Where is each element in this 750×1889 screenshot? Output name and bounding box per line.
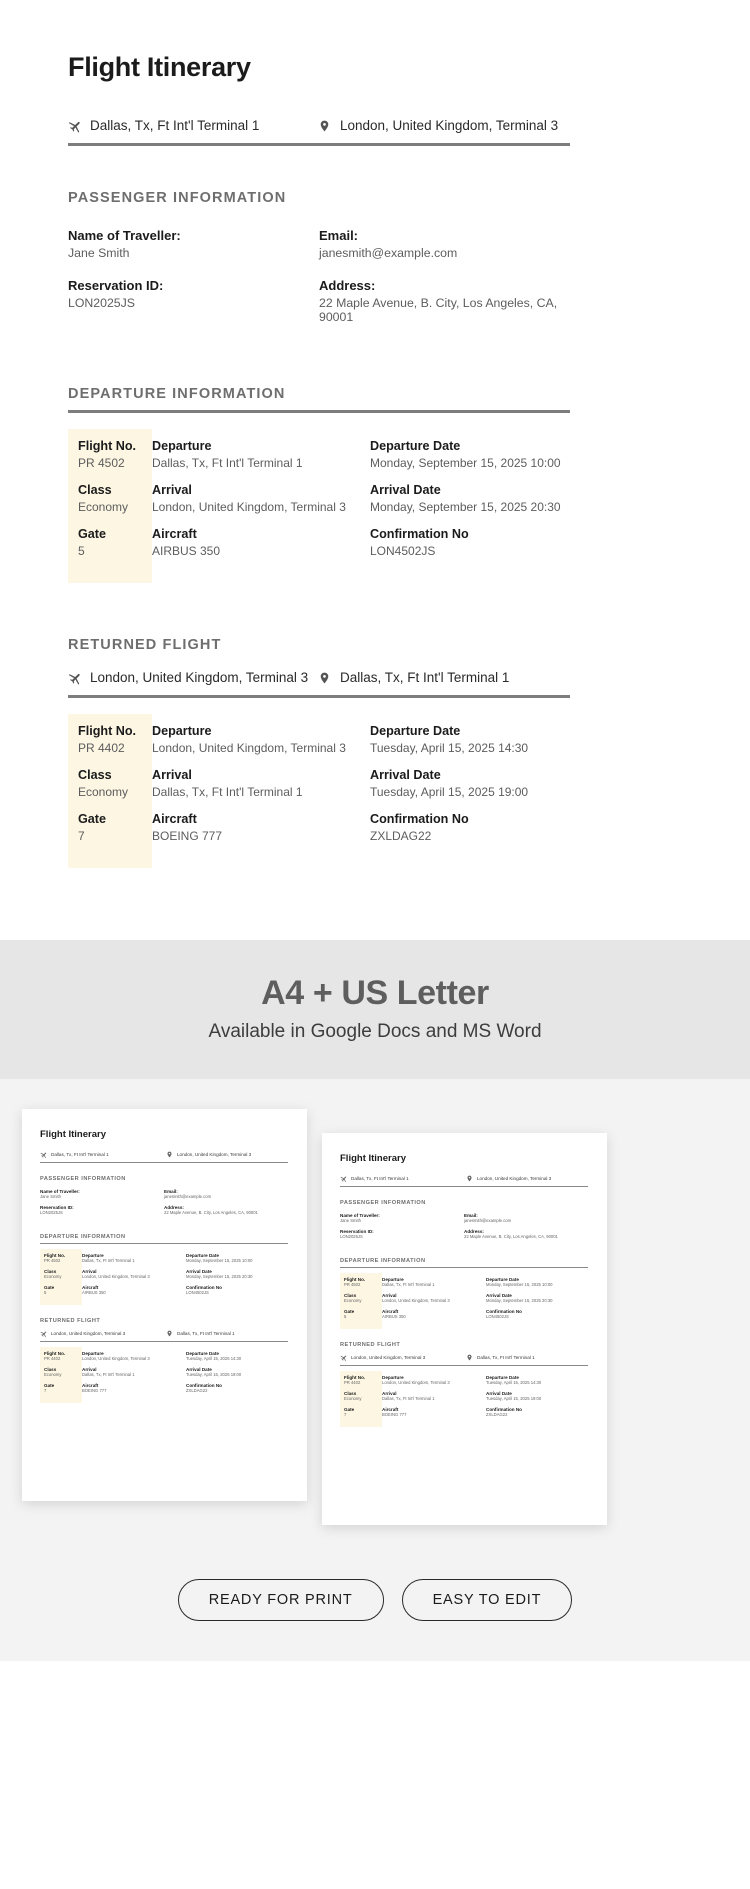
promo-subline: Available in Google Docs and MS Word <box>208 1021 542 1042</box>
preview-title: Flight Itinerary <box>40 1129 106 1140</box>
route-origin <box>68 117 318 134</box>
preview-returned-heading: RETURNED FLIGHT <box>40 1318 101 1324</box>
returned-table <box>68 714 570 868</box>
map-pin-icon <box>466 1174 477 1183</box>
table-row: Class Economy <box>78 483 129 514</box>
preview-departure-heading: DEPARTURE INFORMATION <box>340 1258 588 1268</box>
template-preview-gallery <box>0 1079 750 1579</box>
map-pin-icon <box>318 670 340 686</box>
return-route <box>68 669 570 698</box>
primary-route <box>68 117 570 146</box>
departure-table-col-primary <box>68 429 152 583</box>
airplane-icon <box>340 1353 351 1362</box>
promo-headline: A4 + US Letter <box>261 974 489 1012</box>
return-route-origin-label: London, United Kingdom, Terminal 3 <box>90 670 309 685</box>
airplane-icon <box>68 117 90 134</box>
preview-title: Flight Itinerary <box>340 1153 406 1164</box>
pill-easy-to-edit[interactable]: EASY TO EDIT <box>402 1579 573 1621</box>
return-route-destination-label: Dallas, Tx, Ft Int'l Terminal 1 <box>340 670 510 685</box>
table-row: Arrival Date Monday, September 15, 2025 20:30 <box>370 483 561 514</box>
map-pin-icon <box>166 1150 177 1159</box>
preview-primary-route: Dallas, Tx, Ft Int'l Terminal 1 London, United Kingdom, Terminal 3 <box>340 1174 588 1187</box>
table-row: Flight No. PR 4502 <box>78 439 137 470</box>
departure-section-heading: DEPARTURE INFORMATION <box>68 386 570 413</box>
field-address: Address: 22 Maple Avenue, B. City, Los Angeles, CA, 90001 <box>319 278 558 324</box>
preview-passenger-heading: PASSENGER INFORMATION <box>40 1176 126 1182</box>
returned-section-heading: RETURNED FLIGHT <box>68 637 222 653</box>
return-route-destination <box>318 670 509 686</box>
departure-table-col-place <box>152 429 370 583</box>
returned-flight-section <box>68 637 682 868</box>
preview-departure-table: Flight No. PR 4502 Class Economy Gate 5 Departure Dallas, Tx, Ft Int'l Terminal 1 Arrival London, United Kingdom, Terminal 3 Aircraft AIRBUS 350 Departure Date Monday, September 15, 2025 10:00 Arrival Date Monday, September 15, 2025 20:30 Confirmation No LON4502JS <box>40 1249 288 1305</box>
feature-pills <box>0 1579 750 1661</box>
table-row: Gate 5 <box>78 527 106 558</box>
route-origin-label: Dallas, Tx, Ft Int'l Terminal 1 <box>90 118 260 133</box>
map-pin-icon <box>466 1353 477 1362</box>
table-row: Gate 7 <box>78 812 106 843</box>
preview-return-route: London, United Kingdom, Terminal 3 Dallas, Tx, Ft Int'l Terminal 1 <box>40 1329 288 1342</box>
airplane-icon <box>40 1329 51 1338</box>
field-name-of-traveller: Name of Traveller: Jane Smith <box>68 228 181 260</box>
departure-table-col-date <box>370 429 570 583</box>
airplane-icon <box>340 1174 351 1183</box>
table-row: Aircraft AIRBUS 350 <box>152 527 221 558</box>
itinerary-document <box>0 0 750 940</box>
departure-table <box>68 429 570 583</box>
table-row: Arrival Date Tuesday, April 15, 2025 19:00 <box>370 768 529 799</box>
preview-returned-heading: RETURNED FLIGHT <box>340 1342 401 1348</box>
table-row: Confirmation No LON4502JS <box>370 527 469 558</box>
map-pin-icon <box>166 1329 177 1338</box>
return-route-origin <box>68 669 318 686</box>
route-destination <box>318 118 558 134</box>
preview-departure-table: Flight No. PR 4502 Class Economy Gate 5 Departure Dallas, Tx, Ft Int'l Terminal 1 Arrival London, United Kingdom, Terminal 3 Aircraft AIRBUS 350 Departure Date Monday, September 15, 2025 10:00 Arrival Date Monday, September 15, 2025 20:30 Confirmation No LON4502JS <box>340 1273 588 1329</box>
table-row: Flight No. PR 4402 <box>78 724 137 755</box>
field-email: Email: janesmith@example.com <box>319 228 458 260</box>
preview-passenger-heading: PASSENGER INFORMATION <box>340 1200 426 1206</box>
map-pin-icon <box>318 118 340 134</box>
airplane-icon <box>40 1150 51 1159</box>
passenger-section-heading: PASSENGER INFORMATION <box>68 190 287 206</box>
returned-table-col-date <box>370 714 570 868</box>
table-row: Departure Dallas, Tx, Ft Int'l Terminal 1 <box>152 439 303 470</box>
field-reservation-id: Reservation ID: LON2025JS <box>68 278 164 310</box>
table-row: Aircraft BOEING 777 <box>152 812 223 843</box>
preview-thumbnail-a4[interactable]: Flight Itinerary Dallas, Tx, Ft Int'l Terminal 1 London, United Kingdom, Terminal 3 PASSENGER INFORMATION Name of Traveller: Jane Smith Reservation ID: LON2025JS Email: janesmith@example.com Address: 22 Maple Avenue, B. City, Los Angeles, CA, 90001 DEPARTURE INFORMATION Flight No. PR 4502 Class Economy Gate 5 Departure Dallas, Tx, Ft Int'l Terminal 1 Arrival London, United Kingdom, Terminal 3 Aircraft AIRBUS 350 Departure Date Monday, September 15, 2025 10:00 Arrival Date Monday, September 15, 2025 20:30 Confirmation No LON4502JS RETURNED FLIGHT London, United Kingdom, Terminal 3 Dallas, Tx, Ft Int'l Terminal 1 Flight No. PR 4402 Class Economy Gate 7 Departure London, United Kingdom, Terminal 3 Arrival Dallas, Tx, Ft Int'l Terminal 1 Aircraft BOEING 777 Departure Date Tuesday, April 15, 2025 14:30 Arrival Date Tuesday, April 15, 2025 19:00 Confirmation No ZXLDAG22 <box>22 1109 307 1501</box>
returned-table-col-place <box>152 714 370 868</box>
preview-return-route: London, United Kingdom, Terminal 3 Dallas, Tx, Ft Int'l Terminal 1 <box>340 1353 588 1366</box>
preview-departure-heading: DEPARTURE INFORMATION <box>40 1234 288 1244</box>
table-row: Departure London, United Kingdom, Terminal 3 <box>152 724 346 755</box>
preview-returned-table: Flight No. PR 4402 Class Economy Gate 7 Departure London, United Kingdom, Terminal 3 Arrival Dallas, Tx, Ft Int'l Terminal 1 Aircraft BOEING 777 Departure Date Tuesday, April 15, 2025 14:30 Arrival Date Tuesday, April 15, 2025 19:00 Confirmation No ZXLDAG22 <box>340 1371 588 1427</box>
table-row: Confirmation No ZXLDAG22 <box>370 812 469 843</box>
airplane-icon <box>68 669 90 686</box>
preview-returned-table: Flight No. PR 4402 Class Economy Gate 7 Departure London, United Kingdom, Terminal 3 Arrival Dallas, Tx, Ft Int'l Terminal 1 Aircraft BOEING 777 Departure Date Tuesday, April 15, 2025 14:30 Arrival Date Tuesday, April 15, 2025 19:00 Confirmation No ZXLDAG22 <box>40 1347 288 1403</box>
departure-information-section <box>68 386 682 583</box>
route-destination-label: London, United Kingdom, Terminal 3 <box>340 118 559 133</box>
preview-thumbnail-us-letter[interactable]: Flight Itinerary Dallas, Tx, Ft Int'l Terminal 1 London, United Kingdom, Terminal 3 PASSENGER INFORMATION Name of Traveller: Jane Smith Reservation ID: LON2025JS Email: janesmith@example.com Address: 22 Maple Avenue, B. City, Los Angeles, CA, 90001 DEPARTURE INFORMATION Flight No. PR 4502 Class Economy Gate 5 Departure Dallas, Tx, Ft Int'l Terminal 1 Arrival London, United Kingdom, Terminal 3 Aircraft AIRBUS 350 Departure Date Monday, September 15, 2025 10:00 Arrival Date Monday, September 15, 2025 20:30 Confirmation No LON4502JS RETURNED FLIGHT London, United Kingdom, Terminal 3 Dallas, Tx, Ft Int'l Terminal 1 Flight No. PR 4402 Class Economy Gate 7 Departure London, United Kingdom, Terminal 3 Arrival Dallas, Tx, Ft Int'l Terminal 1 Aircraft BOEING 777 Departure Date Tuesday, April 15, 2025 14:30 Arrival Date Tuesday, April 15, 2025 19:00 Confirmation No ZXLDAG22 <box>322 1133 607 1525</box>
page-title: Flight Itinerary <box>68 52 251 82</box>
promo-banner <box>0 940 750 1079</box>
table-row: Departure Date Tuesday, April 15, 2025 14:30 <box>370 724 529 755</box>
table-row: Class Economy <box>78 768 129 799</box>
table-row: Departure Date Monday, September 15, 2025 10:00 <box>370 439 561 470</box>
table-row: Arrival London, United Kingdom, Terminal 3 <box>152 483 346 514</box>
table-row: Arrival Dallas, Tx, Ft Int'l Terminal 1 <box>152 768 303 799</box>
returned-table-col-primary <box>68 714 152 868</box>
passenger-information-section <box>68 190 682 342</box>
pill-ready-for-print[interactable]: READY FOR PRINT <box>178 1579 384 1621</box>
preview-primary-route: Dallas, Tx, Ft Int'l Terminal 1 London, United Kingdom, Terminal 3 <box>40 1150 288 1163</box>
